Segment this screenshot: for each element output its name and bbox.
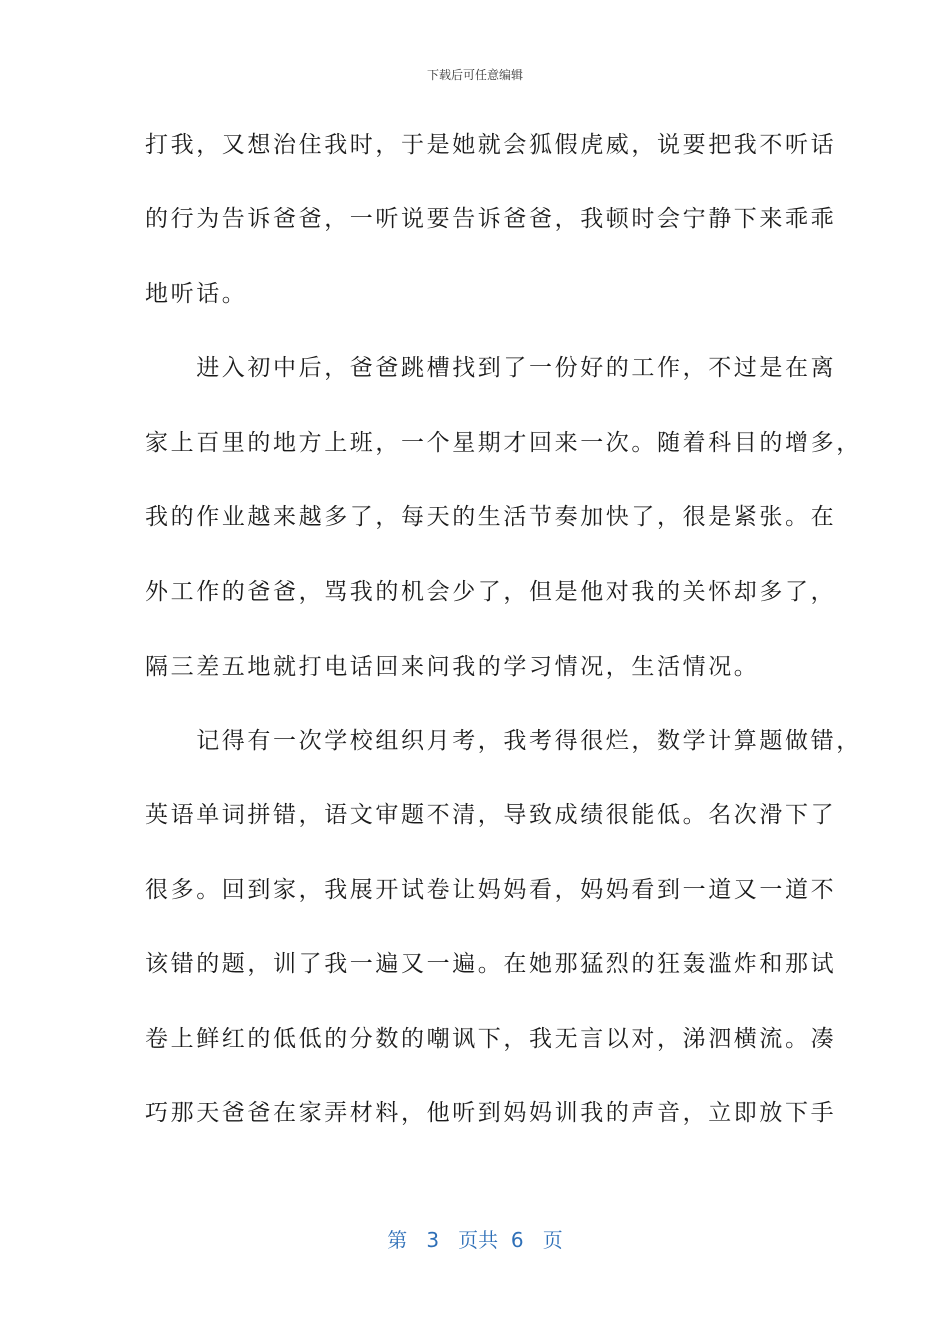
footer-total-pages: 6 bbox=[510, 1228, 524, 1252]
text-line: 记得有一次学校组织月考，我考得很烂，数学计算题做错， bbox=[145, 728, 862, 754]
text-line: 很多。回到家，我展开试卷让妈妈看，妈妈看到一道又一道不 bbox=[145, 877, 837, 903]
footer-current-page: 3 bbox=[426, 1228, 440, 1252]
text-line: 外工作的爸爸，骂我的机会少了，但是他对我的关怀却多了， bbox=[145, 579, 837, 605]
text-line: 巧那天爸爸在家弄材料，他听到妈妈训我的声音，立即放下手 bbox=[145, 1100, 837, 1126]
page-header-note: 下载后可任意编辑 bbox=[426, 68, 523, 82]
text-line: 家上百里的地方上班，一个星期才回来一次。随着科目的增多， bbox=[145, 430, 862, 456]
text-line: 英语单词拼错，语文审题不清，导致成绩很能低。名次滑下了 bbox=[145, 802, 837, 828]
footer-prefix: 第 bbox=[387, 1228, 408, 1252]
text-line: 卷上鲜红的低低的分数的嘲讽下，我无言以对，涕泗横流。凑 bbox=[145, 1026, 837, 1052]
footer-suffix: 页 bbox=[542, 1228, 563, 1252]
footer-middle: 页共 bbox=[458, 1228, 499, 1252]
text-line: 隔三差五地就打电话回来问我的学习情况，生活情况。 bbox=[145, 654, 760, 680]
text-line: 的行为告诉爸爸，一听说要告诉爸爸，我顿时会宁静下来乖乖 bbox=[145, 206, 837, 232]
text-line: 打我，又想治住我时，于是她就会狐假虎威，说要把我不听话 bbox=[145, 132, 837, 158]
text-line: 我的作业越来越多了，每天的生活节奏加快了，很是紧张。在 bbox=[145, 504, 837, 530]
page-footer bbox=[0, 1224, 950, 1253]
text-line: 进入初中后，爸爸跳槽找到了一份好的工作，不过是在离 bbox=[145, 355, 837, 381]
text-line: 地听话。 bbox=[145, 281, 248, 307]
text-line: 该错的题，训了我一遍又一遍。在她那猛烈的狂轰滥炸和那试 bbox=[145, 951, 837, 977]
